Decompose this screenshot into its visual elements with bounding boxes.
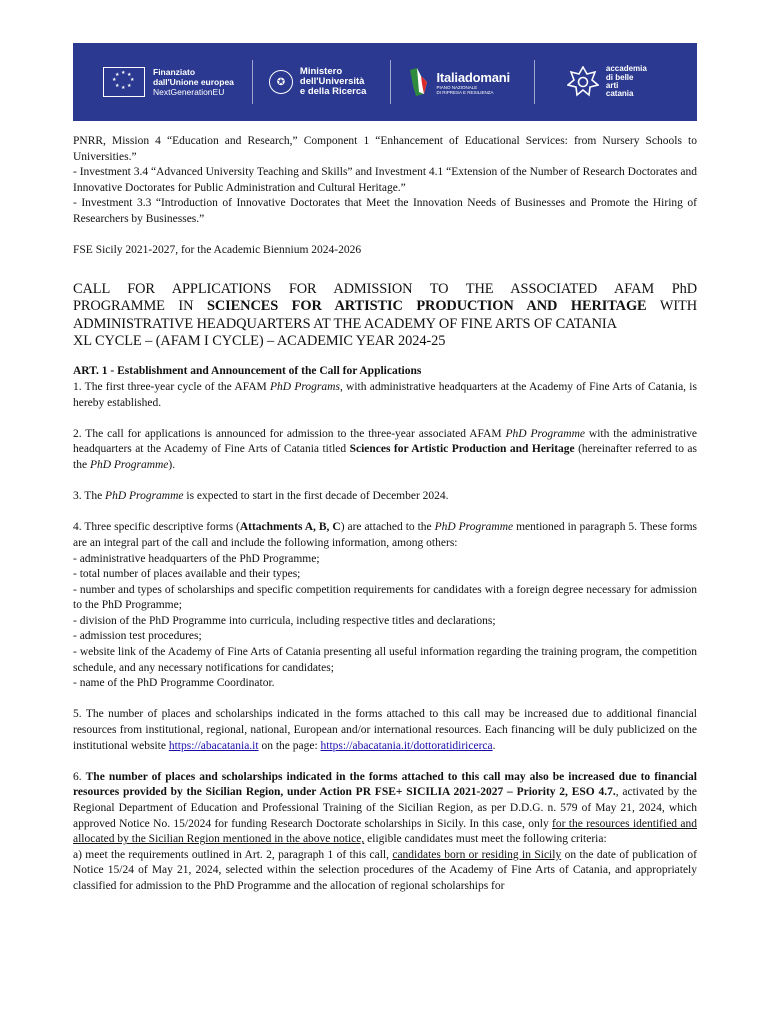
title-line-2 (73, 298, 697, 315)
intro-investment-33: - Investment 3.3 “Introduction of Innovative Doctorates that Meet the Innovation Needs of Businesses and Promote the Hiring of Researchers by Businesses.” (73, 197, 697, 225)
title-programme-name: SCIENCES FOR ARTISTIC PRODUCTION AND HERITAGE (206, 298, 647, 315)
text-run: is expected to start in the first decade of December 2024. (183, 490, 449, 503)
intro-fse: FSE Sicily 2021-2027, for the Academic Biennium 2024-2026 (73, 244, 362, 257)
text-run: PhD Programme (89, 458, 169, 471)
intro-investment-34: - Investment 3.4 “Advanced University Teaching and Skills” and Investment 4.1 “Extension of the Number of Research Doctorates and Innovative Doctorates for Public Administration and Cultural Heritage.” (73, 166, 697, 194)
eu-subtitle: NextGenerationEU (153, 87, 225, 97)
mur-line-3: e della Ricerca (299, 86, 367, 97)
art1-para-2 (73, 427, 697, 474)
text-run: 3. The (73, 490, 106, 503)
academy-line-3: arti (605, 81, 619, 90)
list-item: - division of the PhD Programme into curricula, including respective titles and declarations; (73, 614, 496, 627)
italiadomani-name: Italiadomani (436, 69, 510, 85)
title-line-3: ADMINISTRATIVE HEADQUARTERS AT THE ACADEMY OF FINE ARTS OF CATANIA (73, 315, 617, 332)
text-run: ) are attached to the (340, 521, 435, 534)
text-run: Sciences for Artistic Production and Heritage (349, 443, 575, 456)
text-run: The number of places and scholarships indicated in the forms attached to this call may also be increased due to financial resources provided by the Sicilian Region, under Action PR FSE+ SICILIA 2021-2027 – Priority 2, ESO 4.7. (73, 770, 698, 799)
title-line-4: XL CYCLE – (AFAM I CYCLE) – ACADEMIC YEAR 2024-25 (73, 332, 446, 349)
art1-para-1 (73, 380, 697, 411)
text-run: . (492, 739, 496, 752)
list-item: - website link of the Academy of Fine Arts of Catania presenting all useful information regarding the training program, the competition schedule, and any necessary notifications for candidates; (73, 646, 697, 674)
funding-banner (73, 43, 697, 121)
mur-line-1: Ministero (299, 66, 343, 77)
text-run: eligible candidates must meet the following criteria: (364, 833, 607, 846)
list-item: - total number of places available and their types; (73, 568, 301, 581)
text-run: 5. The number of places and scholarships indicated in the forms attached to this call may be increased due to additional financial resources from institutional, regional, national, European and/or international resources. Each financing will be duly publicized on the institutional website (73, 708, 697, 752)
text-run: , with administrative headquarters at the Academy of Fine Arts of Catania, is hereby established. (73, 380, 697, 409)
eu-title-1: Finanziato (153, 67, 196, 77)
text-run: , activated by the Regional Department of Education and Professional Training of the Sicilian Region, as per D.D.G. n. 579 of May 21, 2024, which approved Notice No. 15/2024 for funding Research Doctorate scholarships in Sicily. In this case, only (73, 786, 697, 830)
text-run: a) meet the requirements outlined in Art. 2, paragraph 1 of this call, (73, 848, 393, 861)
academy-line-4: catania (605, 89, 634, 99)
title-line-2a: PROGRAMME IN (73, 298, 207, 315)
intro-pnrr: PNRR, Mission 4 “Education and Research,” Component 1 “Enhancement of Educational Services: from Nursery Schools to Universities.” (73, 135, 697, 163)
art1-para-5 (73, 707, 697, 754)
art1-para-4 (73, 520, 697, 551)
title-line-2c: WITH (646, 298, 698, 315)
academy-line-1: accademia (605, 64, 647, 74)
mur-line-2: dell'Università (299, 76, 365, 87)
list-item: - name of the PhD Programme Coordinator. (73, 677, 275, 690)
art1-para-6 (73, 770, 697, 848)
academy-star-icon (567, 66, 599, 98)
text-run: (hereinafter referred to as the (73, 443, 697, 471)
mur-logo (253, 43, 367, 121)
eu-flag-icon: ★ ★ ★ ★ ★ ★ ★ ★ (103, 67, 145, 97)
text-run: 1. The first three-year cycle of the AFAM (73, 380, 271, 393)
text-run: PhD Programme (505, 427, 586, 440)
doctorate-page-link[interactable]: https://abacatania.it/dottoratidiricerca (320, 739, 493, 752)
title-line-1: CALL FOR APPLICATIONS FOR ADMISSION TO THE ASSOCIATED AFAM PhD (73, 280, 697, 297)
italiadomani-logo (391, 43, 509, 121)
text-run: 2. The call for applications is announced for admission to the three-year associated AFAM (73, 427, 506, 440)
text-run: for the resources identified and allocated by the Sicilian Region mentioned in the above notice, (73, 817, 697, 846)
text-run: 4. Three specific descriptive forms ( (73, 521, 240, 534)
text-run: 6. (73, 770, 86, 783)
list-item: - admission test procedures; (73, 630, 202, 643)
eu-title-2: dall'Unione europea (153, 77, 234, 87)
text-run: Attachments A, B, C (239, 521, 341, 534)
republic-emblem-icon: ✪ (269, 70, 293, 94)
art1-para-3 (73, 489, 697, 505)
art1-heading (73, 364, 697, 380)
eu-logo (73, 43, 234, 121)
italiadomani-sub-2: DI RIPRESA E RESILIENZA (436, 89, 494, 95)
text-run: with the administrative headquarters at the Academy of Fine Arts of Catania titled (73, 427, 697, 456)
italy-flag-icon (407, 66, 431, 98)
call-title (73, 281, 697, 351)
text-run: candidates born or residing in Sicily (392, 848, 562, 861)
text-run: PhD Programme (434, 521, 514, 534)
list-item: - administrative headquarters of the PhD Programme; (73, 552, 320, 565)
art1-heading-text: ART. 1 - Establishment and Announcement of the Call for Applications (73, 365, 422, 378)
art1-criterion-a (73, 848, 697, 895)
text-run: PhD Programme (105, 490, 184, 503)
text-run: on the page: (258, 739, 321, 752)
text-run: mentioned in paragraph 5. These forms are an integral part of the call and include the following information, among others: (73, 521, 698, 549)
italiadomani-sub-1: PIANO NAZIONALE (436, 84, 478, 90)
academy-logo (535, 43, 647, 121)
text-run: on the date of publication of Notice 15/24 of May 21, 2024, selected within the selection procedures of the Academy of Fine Arts of Catania, and appropriately classified for admission to the PhD Programme and the allocation of regional scholarships for (73, 848, 697, 892)
document-body (73, 134, 697, 895)
text-run: PhD Programs (270, 380, 340, 393)
text-run: ). (168, 458, 176, 471)
academy-line-2: di belle (605, 72, 634, 82)
website-link[interactable]: https://abacatania.it (168, 739, 259, 752)
list-item: - number and types of scholarships and specific competition requirements for candidates with a foreign degree necessary for admission to the PhD Programme; (73, 583, 697, 612)
